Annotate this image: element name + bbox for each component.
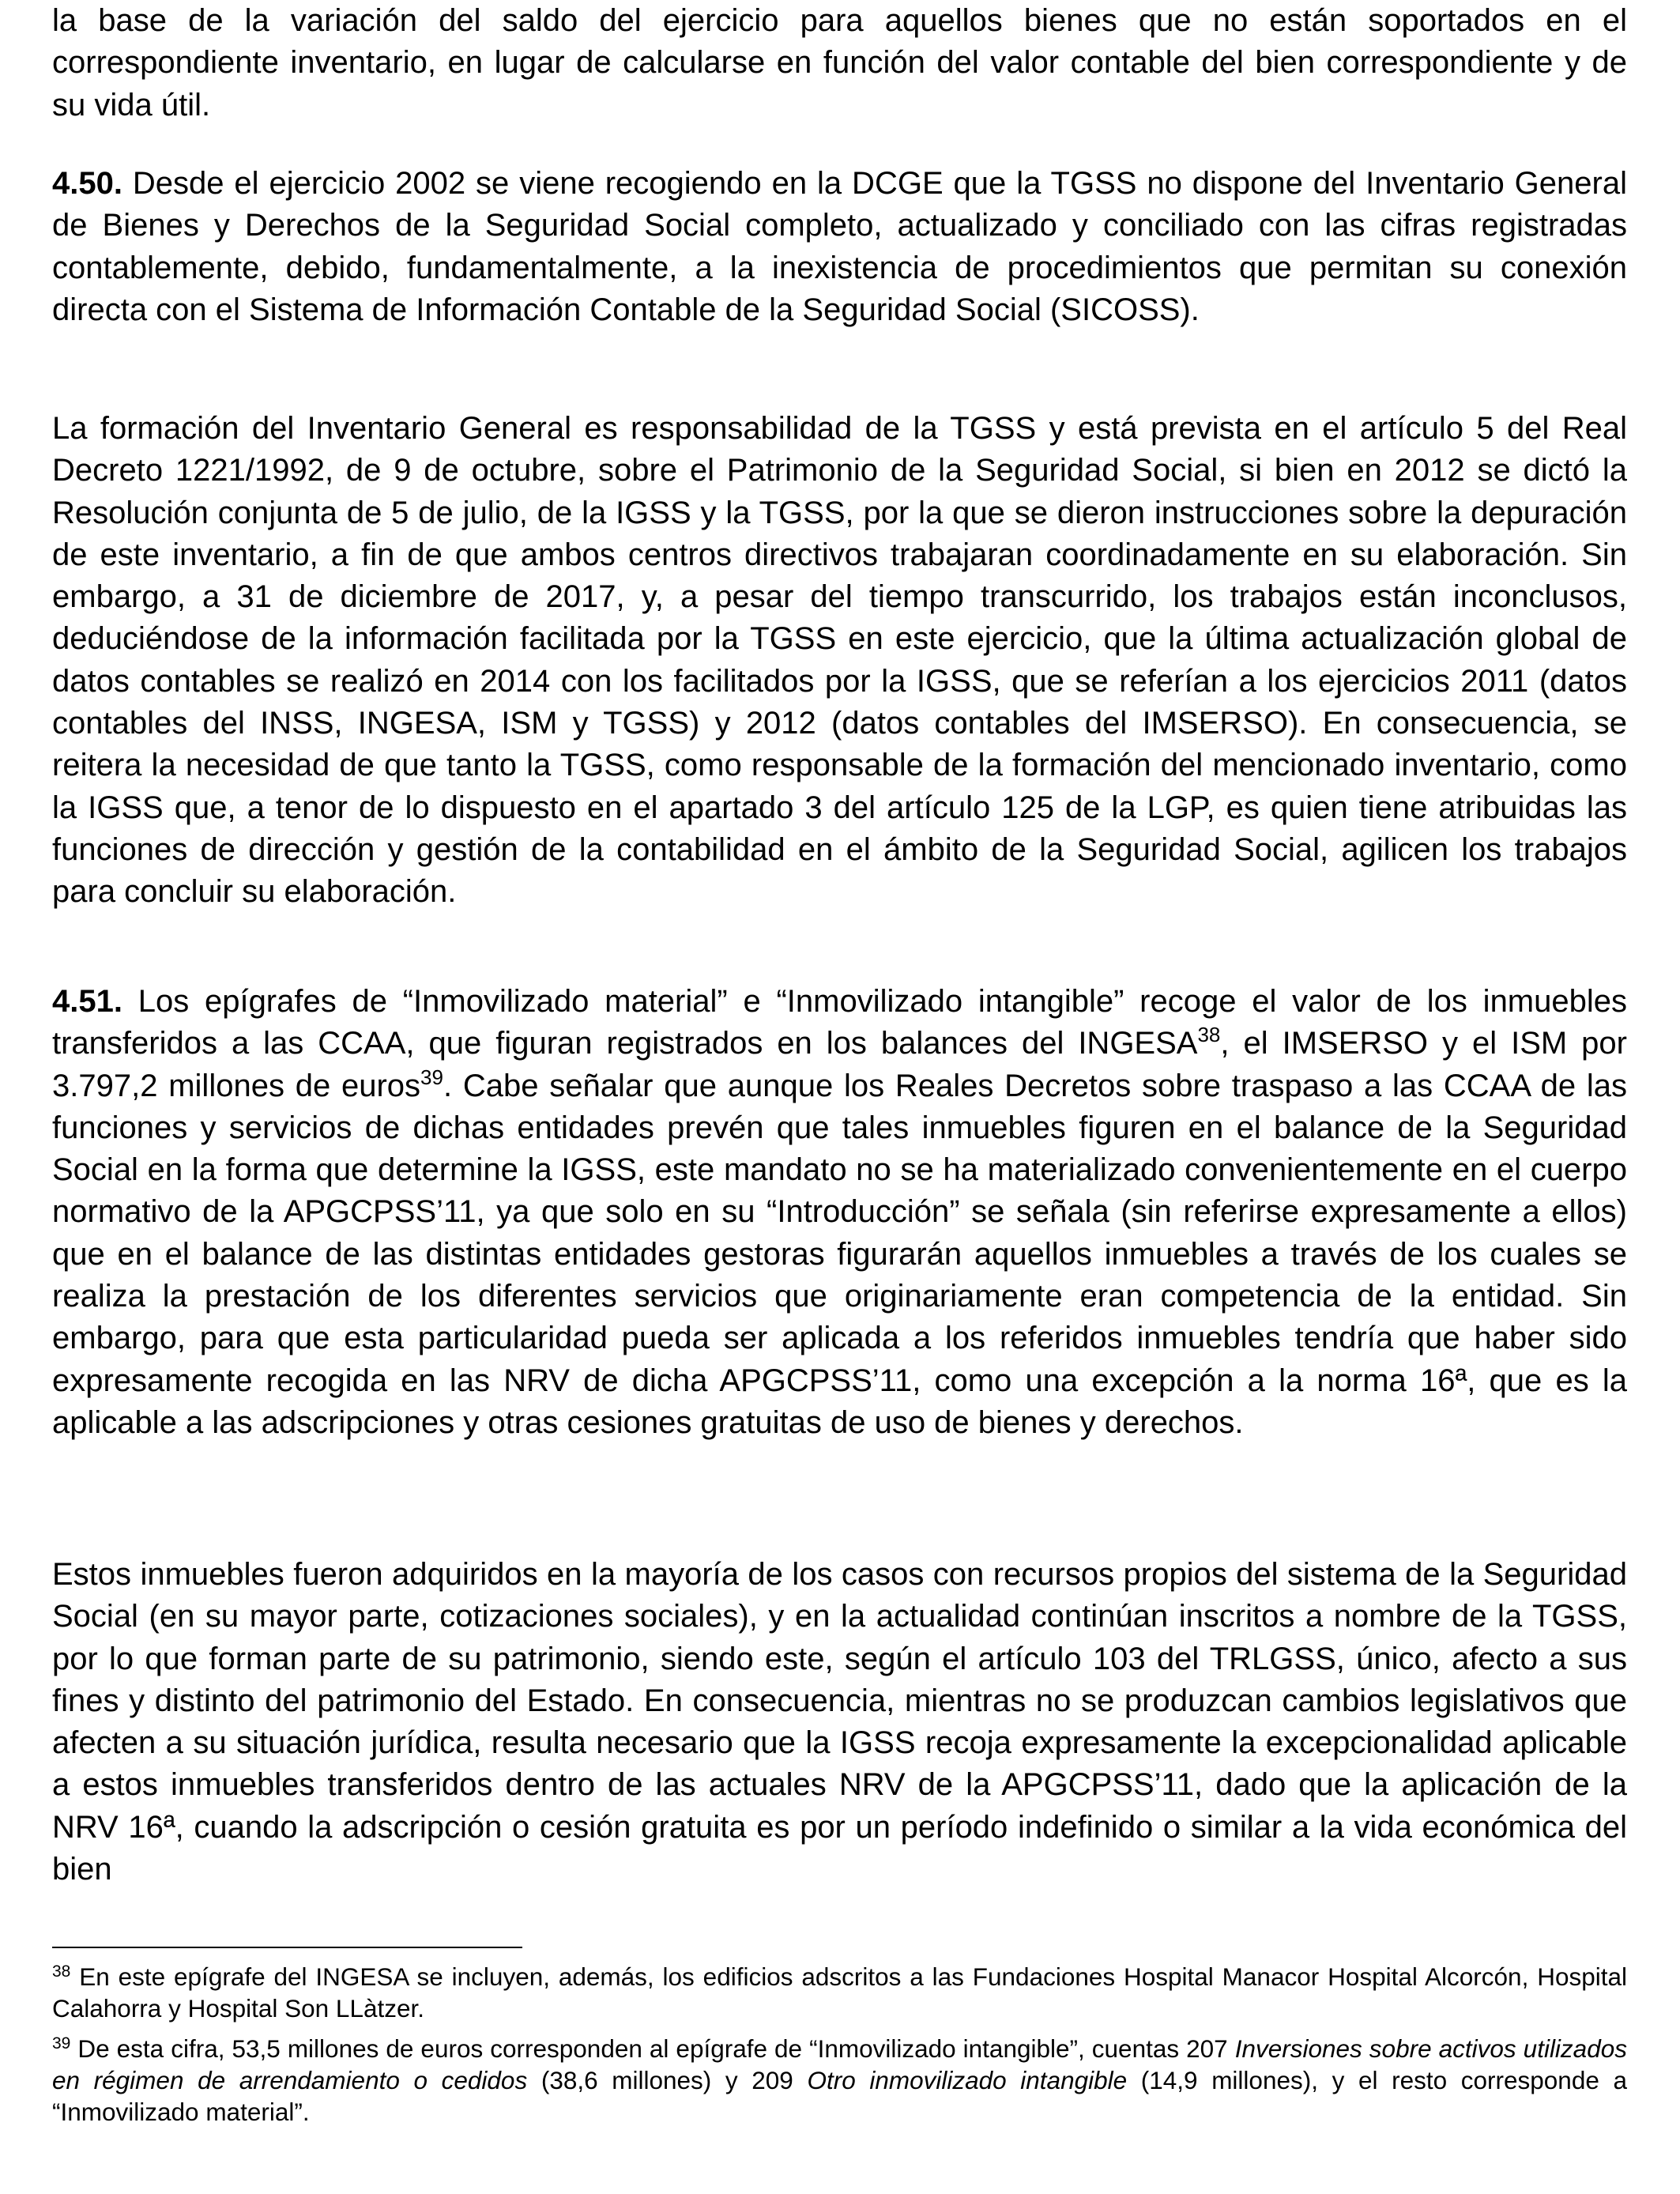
footnotes (52, 1961, 1627, 2128)
paragraph-continuation (52, 0, 1627, 126)
footnote-text: (38,6 millones) y 209 (527, 2066, 808, 2094)
paragraph-text: la base de la variación del saldo del ejercicio para aquellos bienes que no están soportados en el correspondiente inventario, en lugar de calcularse en función del valor contable del bien correspondiente y de su vida útil. (52, 3, 1627, 123)
paragraph-text: Estos inmuebles fueron adquiridos en la mayoría de los casos con recursos propios del sistema de la Seguridad Social (en su mayor parte, cotizaciones sociales), y en la actualidad continúan inscritos a nombre de la TGSS, por lo que forman parte de su patrimonio, siendo este, según el artículo 103 del TRLGSS, único, afecto a sus fines y distinto del patrimonio del Estado. En consecuencia, mientras no se produzcan cambios legislativos que afecten a su situación jurídica, resulta necesario que la IGSS recoja expresamente la excepcionalidad aplicable a estos inmuebles transferidos dentro de las actuales NRV de la APGCPSS’11, dado que la aplicación de la NRV 16ª, cuando la adscripción o cesión gratuita es por un período indefinido o similar a la vida económica del bien (52, 1557, 1627, 1887)
footnote-text: En este epígrafe del INGESA se incluyen, además, los edificios adscritos a las Fundaciones Hospital Manacor Hospital Alcorcón, Hospital Calahorra y Hospital Son LLàtzer. (52, 1962, 1627, 2022)
paragraph-number: 4.50. (52, 166, 122, 201)
paragraph-text: Desde el ejercicio 2002 se viene recogiendo en la DCGE que la TGSS no dispone del Inventario General de Bienes y Derechos de la Seguridad Social completo, actualizado y conciliado con las cifras registradas contablemente, debido, fundamentalmente, a la inexistencia de procedimientos que permitan su conexión directa con el Sistema de Información Contable de la Seguridad Social (SICOSS). (52, 166, 1627, 327)
paragraph-inventario-general (52, 408, 1627, 914)
paragraph-text: . Cabe señalar que aunque los Reales Decretos sobre traspaso a las CCAA de las funciones y servicios de dichas entidades prevén que tales inmuebles figuren en el balance de la Seguridad Social en la forma que determine la IGSS, este mandato no se ha materializado convenientemente en el cuerpo normativo de la APGCPSS’11, ya que solo en su “Introducción” se señala (sin referirse expresamente a ellos) que en el balance de las distintas entidades gestoras figurarán aquellos inmuebles a través de los cuales se realiza la prestación de los diferentes servicios que originariamente eran competencia de la entidad. Sin embargo, para que esta particularidad pueda ser aplicada a los referidos inmuebles tendría que haber sido expresamente recogida en las NRV de dicha APGCPSS’11, como una excepción a la norma 16ª, que es la aplicable a las adscripciones y otras cesiones gratuitas de uso de bienes y derechos. (52, 1068, 1627, 1440)
footnote-ref-38[interactable]: 38 (1197, 1023, 1221, 1047)
footnote-separator (52, 1947, 522, 1948)
footnote-38 (52, 1961, 1627, 2024)
footnote-text: (14,9 millones), y el resto corresponde a “Inmovilizado material”. (52, 2066, 1628, 2126)
paragraph-number: 4.51. (52, 984, 122, 1019)
paragraph-4-51 (52, 981, 1627, 1444)
footnote-italic-text: Inversiones sobre activos utilizados en régimen de arrendamiento o cedidos (52, 2034, 1627, 2094)
footnote-italic-text: Otro inmovilizado intangible (807, 2066, 1128, 2094)
paragraph-4-50 (52, 163, 1627, 331)
footnote-text: De esta cifra, 53,5 millones de euros corresponden al epígrafe de “Inmovilizado intangible”, cuentas 207 (70, 2034, 1235, 2063)
paragraph-inmuebles (52, 1554, 1627, 1891)
paragraph-text: Los epígrafes de “Inmovilizado material” e “Inmovilizado intangible” recoge el valor de los inmuebles transferidos a las CCAA, que figuran registrados en los balances del INGESA (52, 984, 1627, 1061)
paragraph-text: , el IMSERSO y el ISM por 3.797,2 millones de euros (52, 1026, 1627, 1103)
paragraph-text: La formación del Inventario General es responsabilidad de la TGSS y está prevista en el artículo 5 del Real Decreto 1221/1992, de 9 de octubre, sobre el Patrimonio de la Seguridad Social, si bien en 2012 se dictó la Resolución conjunta de 5 de julio, de la IGSS y la TGSS, por la que se dieron instrucciones sobre la depuración de este inventario, a fin de que ambos centros directivos trabajaran coordinadamente en su elaboración. Sin embargo, a 31 de diciembre de 2017, y, a pesar del tiempo transcurrido, los trabajos están inconclusos, deduciéndose de la información facilitada por la TGSS en este ejercicio, que la última actualización global de datos contables se realizó en 2014 con los facilitados por la IGSS, que se referían a los ejercicios 2011 (datos contables del INSS, INGESA, ISM y TGSS) y 2012 (datos contables del IMSERSO). En consecuencia, se reitera la necesidad de que tanto la TGSS, como responsable de la formación del mencionado inventario, como la IGSS que, a tenor de lo dispuesto en el apartado 3 del artículo 125 de la LGP, es quien tiene atribuidas las funciones de dirección y gestión de la contabilidad en el ámbito de la Seguridad Social, agilicen los trabajos para concluir su elaboración. (52, 411, 1627, 910)
footnote-number: 39 (52, 2034, 71, 2053)
footnote-number: 38 (52, 1962, 71, 1981)
footnote-ref-39[interactable]: 39 (420, 1065, 443, 1089)
footnote-39 (52, 2033, 1627, 2128)
